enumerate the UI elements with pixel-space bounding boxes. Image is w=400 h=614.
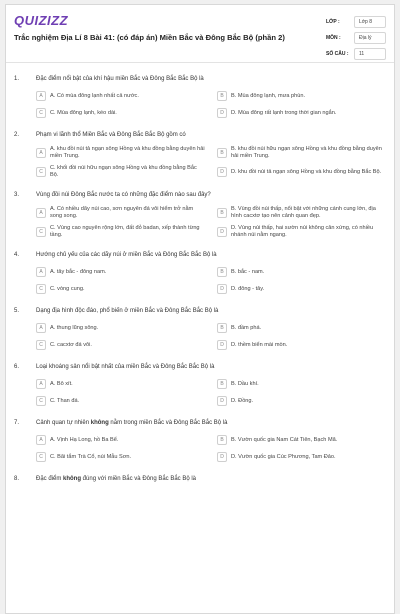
option-text: B. đầm phá. (231, 324, 262, 331)
answer-option[interactable] (36, 339, 205, 351)
question-text (36, 75, 204, 83)
answer-option[interactable] (217, 434, 386, 446)
question-header (14, 475, 386, 483)
question-text-part: Hướng chủ yếu của các dãy núi ở miền Bắc và Đông Bắc Bắc Bộ là (36, 252, 217, 258)
option-grid (14, 434, 386, 463)
option-text: A. Có mùa đông lạnh nhất cả nước. (50, 92, 139, 99)
option-letter-box: A (36, 435, 46, 445)
answer-option[interactable] (217, 90, 386, 102)
answer-option[interactable] (36, 206, 205, 220)
option-letter-box: C (36, 108, 46, 118)
option-text: B. Dầu khí. (231, 380, 259, 387)
answer-option[interactable] (217, 451, 386, 463)
meta-row (326, 47, 386, 61)
answer-option[interactable] (217, 283, 386, 295)
answer-option[interactable] (217, 225, 386, 239)
answer-option[interactable] (217, 339, 386, 351)
question-item (14, 307, 386, 351)
question-header (14, 419, 386, 427)
option-letter-box: A (36, 379, 46, 389)
option-letter-box: A (36, 323, 46, 333)
option-letter-box: A (36, 267, 46, 277)
question-item (14, 251, 386, 295)
question-text-part: Loại khoáng sản nổi bật nhất của miền Bắc và Đông Bắc Bắc Bộ là (36, 364, 215, 370)
option-text: A. Có nhiều dãy núi cao, sơn nguyên đá vôi hiểm trở nằm song song. (50, 206, 194, 219)
option-letter-box: B (217, 91, 227, 101)
answer-option[interactable] (36, 225, 205, 239)
question-header (14, 75, 386, 83)
option-letter-box: D (217, 340, 227, 350)
question-number: 8. (14, 476, 20, 482)
option-text: D. khu đồi núi tả ngạn sông Hồng và khu đồng bằng Bắc Bộ. (231, 168, 382, 175)
question-number: 4. (14, 252, 20, 258)
meta-value: 11 (354, 48, 386, 60)
option-grid (14, 206, 386, 239)
option-letter-box: B (217, 435, 227, 445)
option-letter-box: C (36, 452, 46, 462)
answer-option[interactable] (36, 283, 205, 295)
option-text: A. Vịnh Hạ Long, hồ Ba Bể. (50, 436, 119, 443)
option-letter-box: C (36, 227, 46, 237)
answer-option[interactable] (36, 165, 205, 179)
question-text-part: Đặc điểm (36, 476, 64, 482)
question-item (14, 191, 386, 239)
option-grid (14, 322, 386, 351)
answer-option[interactable] (217, 322, 386, 334)
quiz-sheet (5, 4, 395, 614)
option-grid (14, 378, 386, 407)
sheet-header (6, 5, 394, 63)
option-text: C. Bãi tắm Trà Cổ, núi Mẫu Sơn. (50, 453, 132, 460)
option-text: A. khu đồi núi tả ngạn sông Hồng và khu đồng bằng duyên hải miền Trung. (50, 146, 205, 159)
question-text-part: Đặc điểm nổi bật của khí hậu miền Bắc và Đông Bắc Bắc Bộ là (36, 76, 204, 82)
quizizz-logo: QUIZIZZ (14, 13, 69, 28)
question-emphasis: không (63, 476, 82, 482)
question-emphasis: không (90, 420, 109, 426)
option-grid (14, 146, 386, 179)
option-letter-box: D (217, 284, 227, 294)
page-title: Trắc nghiệm Địa Lí 8 Bài 41: (có đáp án) Miền Bắc và Đông Bắc Bộ (phần 2) (14, 33, 285, 42)
question-number: 7. (14, 420, 20, 426)
option-text: D. Đồng. (231, 397, 254, 404)
option-text: C. Mùa đông lạnh, kéo dài. (50, 109, 117, 116)
option-letter-box: B (217, 148, 227, 158)
answer-option[interactable] (36, 266, 205, 278)
question-text (36, 475, 196, 483)
meta-row (326, 15, 386, 29)
option-letter-box: C (36, 167, 46, 177)
answer-option[interactable] (36, 378, 205, 390)
option-text: A. thung lũng sông. (50, 324, 99, 331)
question-list (6, 75, 394, 483)
answer-option[interactable] (217, 395, 386, 407)
question-header (14, 307, 386, 315)
option-letter-box: C (36, 396, 46, 406)
option-letter-box: A (36, 148, 46, 158)
answer-option[interactable] (217, 206, 386, 220)
option-letter-box: B (217, 208, 227, 218)
option-letter-box: C (36, 284, 46, 294)
option-text: C. cacxtơ đá vôi. (50, 341, 92, 348)
option-letter-box: A (36, 208, 46, 218)
question-number: 5. (14, 308, 20, 314)
option-text: B. Vườn quốc gia Nam Cát Tiên, Bạch Mã. (231, 436, 338, 443)
option-text: D. Mùa đông rất lạnh trong thời gian ngắn. (231, 109, 337, 116)
question-text-part: Vùng đồi núi Đông Bắc nước ta có những đặc điểm nào sau đây? (36, 192, 211, 198)
question-header (14, 363, 386, 371)
question-text-part: Dạng địa hình độc đáo, phổ biến ở miền Bắc và Đông Bắc Bắc Bộ là (36, 308, 219, 314)
option-letter-box: D (217, 452, 227, 462)
answer-option[interactable] (36, 322, 205, 334)
question-item (14, 131, 386, 179)
question-text-part: nằm trong miền Bắc và Đông Bắc Bắc Bộ là (108, 420, 228, 426)
meta-panel (326, 15, 386, 63)
question-item (14, 363, 386, 407)
meta-label: MÔN : (326, 35, 341, 41)
option-text: A. Bô xít. (50, 380, 73, 387)
answer-option[interactable] (217, 107, 386, 119)
option-text: C. khối đồi núi hữu ngạn sông Hồng và khu đồng bằng Bắc Bộ. (50, 165, 197, 178)
question-item (14, 419, 386, 463)
option-text: C. Than đá. (50, 397, 80, 404)
question-number: 6. (14, 364, 20, 370)
question-text (36, 363, 214, 371)
question-text (36, 307, 218, 315)
option-letter-box: C (36, 340, 46, 350)
answer-option[interactable] (36, 90, 205, 102)
meta-row (326, 31, 386, 45)
question-text (36, 251, 217, 259)
answer-option[interactable] (36, 395, 205, 407)
option-text: B. Vùng đồi núi thấp, nổi bật với những cánh cung lớn, địa hình cacxtơ tạo nên cảnh quan đẹp. (231, 206, 376, 219)
option-letter-box: D (217, 108, 227, 118)
option-letter-box: D (217, 396, 227, 406)
answer-option[interactable] (217, 378, 386, 390)
meta-value: Lớp 8 (354, 16, 386, 28)
answer-option[interactable] (217, 266, 386, 278)
meta-label: LỚP : (326, 19, 340, 25)
option-letter-box: D (217, 167, 227, 177)
option-text: A. tây bắc - đông nam. (50, 268, 107, 275)
question-header (14, 251, 386, 259)
question-number: 2. (14, 132, 20, 138)
option-letter-box: B (217, 267, 227, 277)
answer-option[interactable] (217, 165, 386, 179)
meta-label: SỐ CÂU : (326, 51, 349, 57)
question-header (14, 131, 386, 139)
option-text: D. thềm biển mài mòn. (231, 341, 288, 348)
question-number: 1. (14, 76, 20, 82)
option-text: D. Vùng núi thấp, hai sườn núi không cân xứng, có nhiều nhánh núi nằm ngang. (231, 225, 374, 238)
option-text: B. khu đồi núi hữu ngạn sông Hồng và khu đồng bằng duyên hải miền Trung. (231, 146, 382, 159)
option-text: B. bắc - nam. (231, 268, 265, 275)
meta-value: Địa lý (354, 32, 386, 44)
question-text (36, 191, 211, 199)
question-header (14, 191, 386, 199)
option-grid (14, 90, 386, 119)
answer-option[interactable] (36, 146, 205, 160)
option-letter-box: D (217, 227, 227, 237)
option-text: B. Mùa đông lạnh, mưa phùn. (231, 92, 306, 99)
question-text-part: Cảnh quan tự nhiên (36, 420, 91, 426)
answer-option[interactable] (36, 434, 205, 446)
option-text: D. đông - tây. (231, 285, 265, 292)
option-letter-box: B (217, 379, 227, 389)
option-letter-box: B (217, 323, 227, 333)
answer-option[interactable] (36, 107, 205, 119)
question-item (14, 75, 386, 119)
question-item (14, 475, 386, 483)
question-text-part: đúng với miền Bắc và Đông Bắc Bắc Bộ là (81, 476, 197, 482)
option-text: D. Vườn quốc gia Cúc Phương, Tam Đảo. (231, 453, 336, 460)
question-text (36, 419, 227, 427)
option-text: C. vòng cung. (50, 285, 85, 292)
option-grid (14, 266, 386, 295)
option-text: C. Vùng cao nguyên rộng lớn, đất đỏ badan, xếp thành từng tầng. (50, 225, 200, 238)
question-text-part: Phạm vi lãnh thổ Miền Bắc và Đông Bắc Bắc Bộ gồm có (36, 132, 186, 138)
answer-option[interactable] (36, 451, 205, 463)
option-letter-box: A (36, 91, 46, 101)
question-number: 3. (14, 192, 20, 198)
question-text (36, 131, 186, 139)
answer-option[interactable] (217, 146, 386, 160)
